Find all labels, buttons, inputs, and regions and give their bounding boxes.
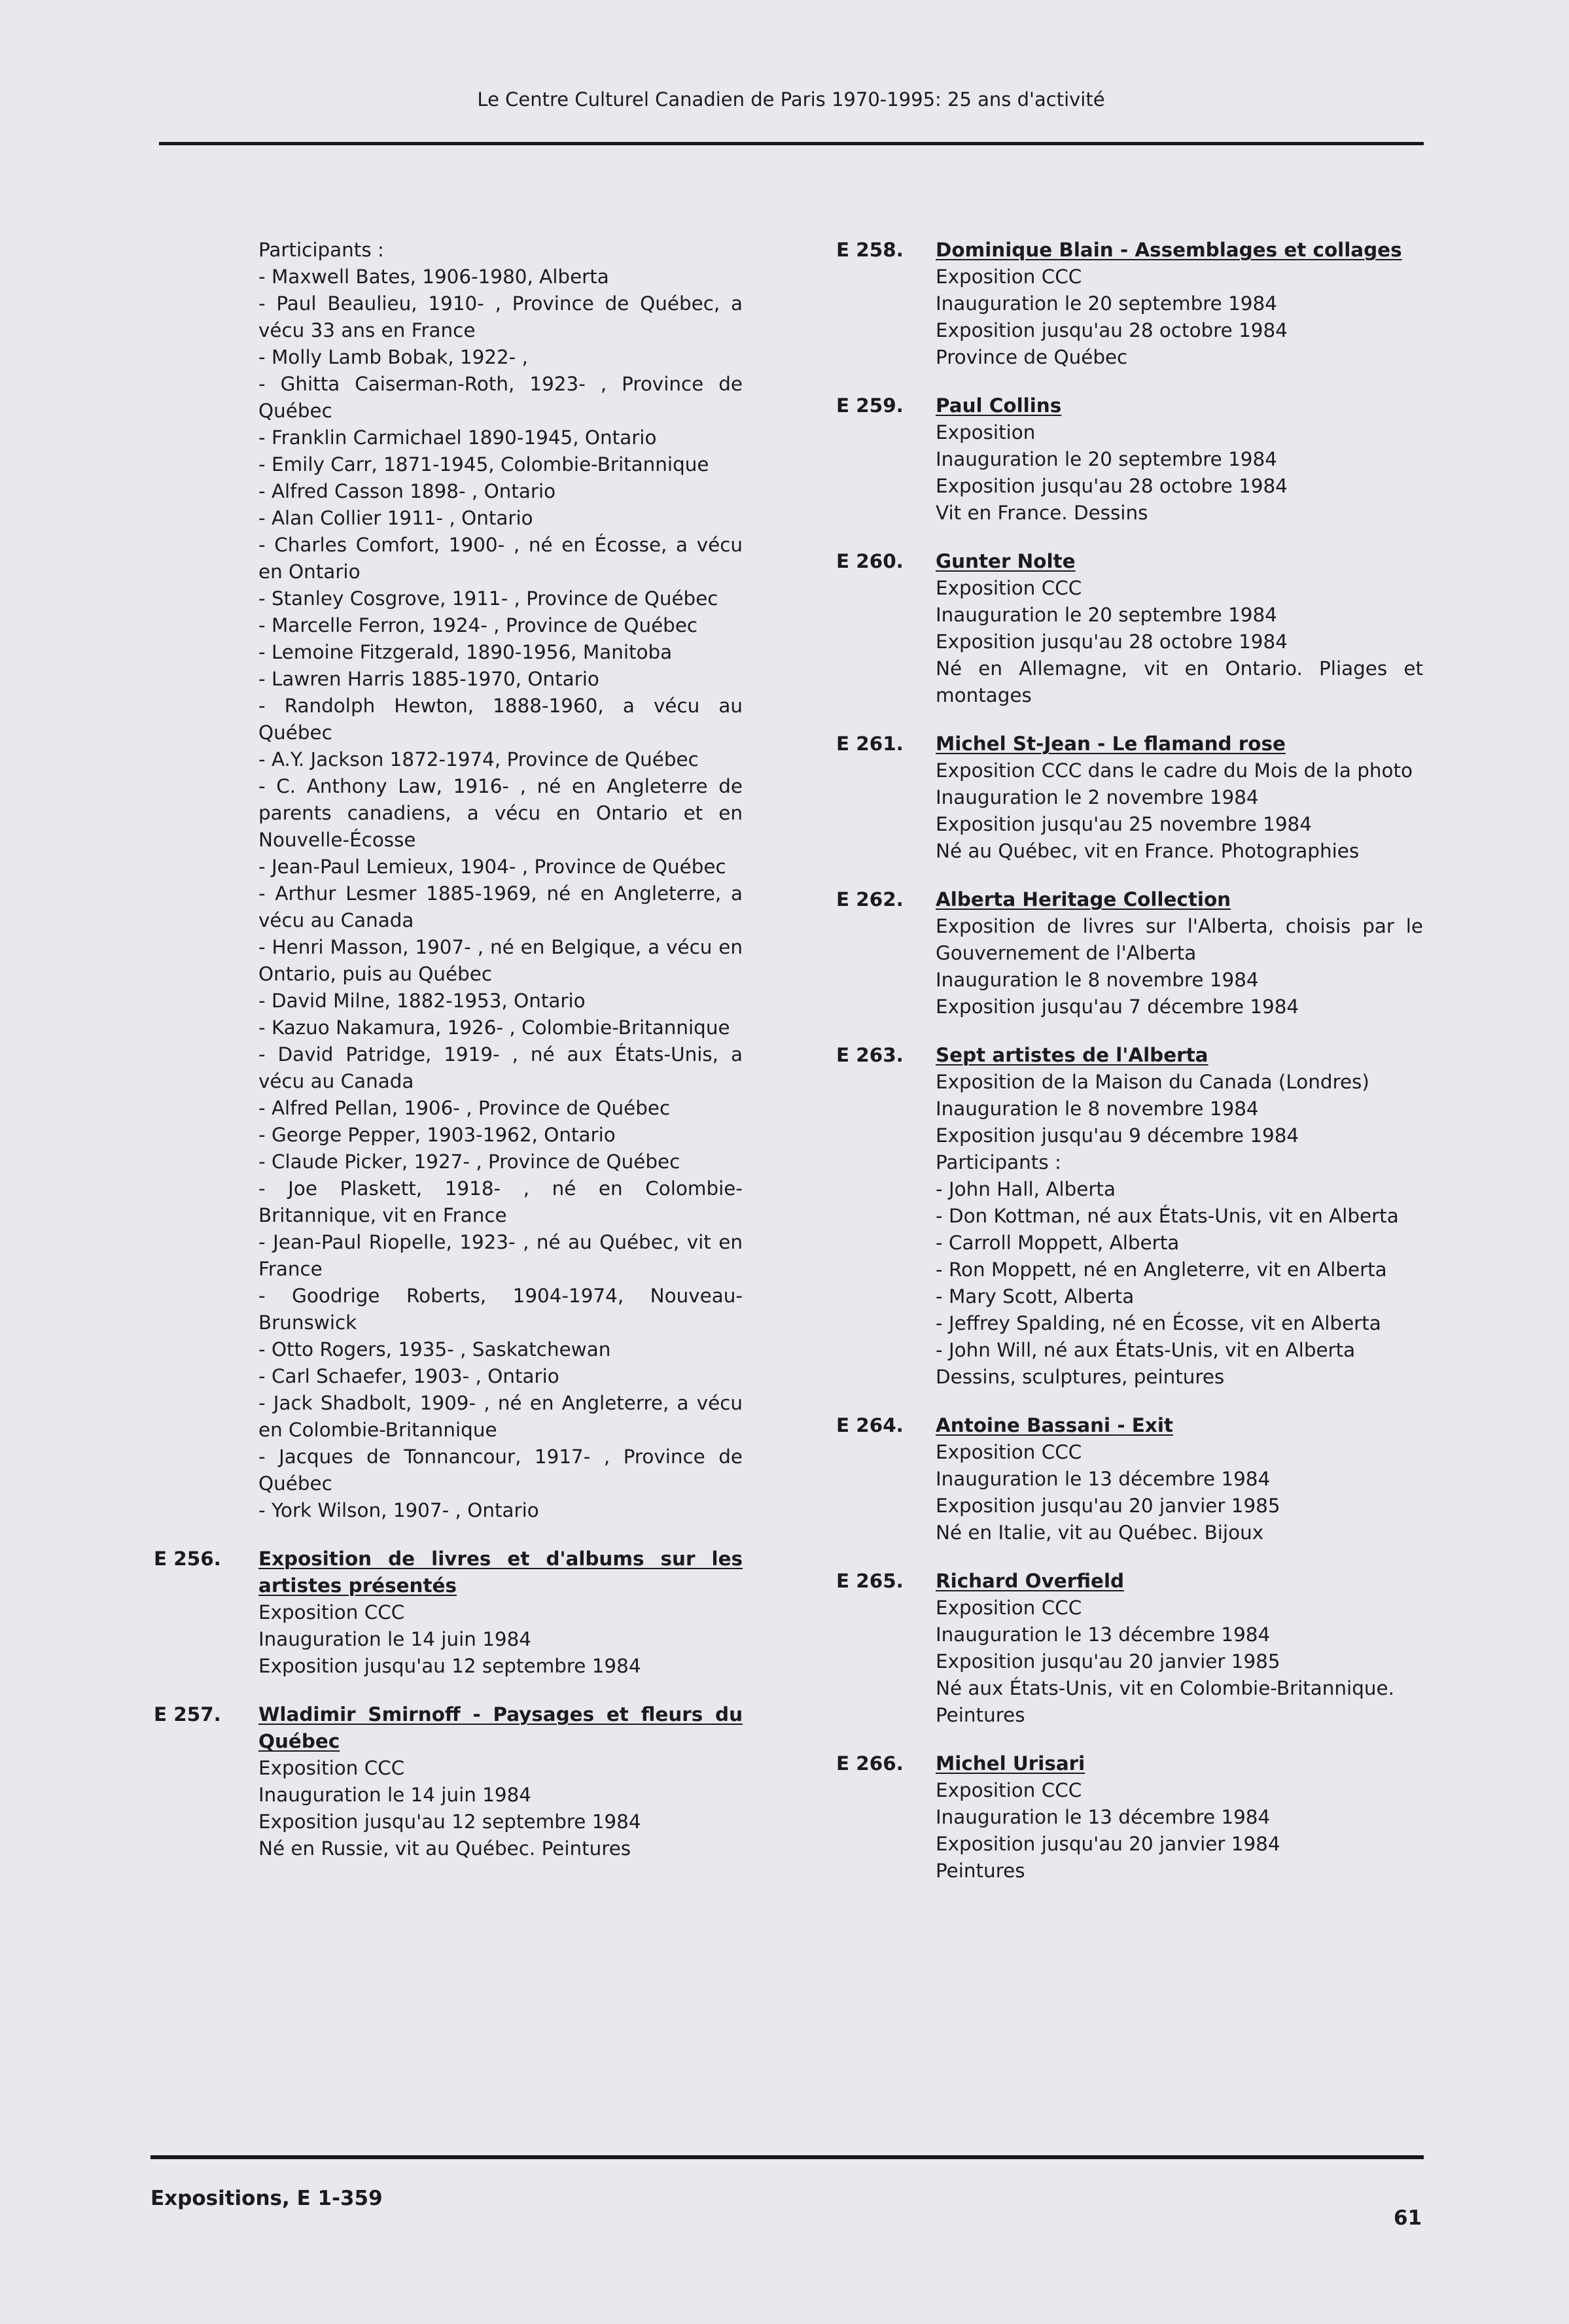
entry-title: Michel St-Jean - Le flamand rose bbox=[936, 733, 1286, 755]
entry-detail-line: Exposition de livres sur l'Alberta, choisis par le Gouvernement de l'Alberta bbox=[936, 915, 1423, 964]
participant-item: - Jean-Paul Lemieux, 1904- , Province de Québec bbox=[258, 856, 726, 878]
entry-number: E 262. bbox=[836, 888, 904, 911]
entry-detail-line: Exposition CCC bbox=[936, 1441, 1082, 1463]
participant-item: - Claude Picker, 1927- , Province de Québec bbox=[258, 1151, 680, 1173]
entry-number: E 264. bbox=[836, 1414, 904, 1436]
participant-item: - Paul Beaulieu, 1910- , Province de Québec, a vécu 33 ans en France bbox=[258, 292, 743, 341]
entry-detail-line: Inauguration le 13 décembre 1984 bbox=[936, 1806, 1271, 1828]
entry-number: E 265. bbox=[836, 1570, 904, 1592]
participant-item: - Jack Shadbolt, 1909- , né en Angleterre, a vécu en Colombie-Britannique bbox=[258, 1392, 743, 1441]
exhibition-entry bbox=[836, 1750, 1423, 1884]
participants-list bbox=[258, 264, 743, 1524]
participant-item: - Joe Plaskett, 1918- , né en Colombie-Britannique, vit en France bbox=[258, 1177, 743, 1226]
entry-detail-line: Né en Russie, vit au Québec. Peintures bbox=[258, 1837, 631, 1860]
participant-item: - York Wilson, 1907- , Ontario bbox=[258, 1499, 539, 1521]
entry-detail-line: Inauguration le 8 novembre 1984 bbox=[936, 1098, 1259, 1120]
exhibition-entry bbox=[836, 392, 1423, 527]
participant-item: - Alfred Pellan, 1906- , Province de Québec bbox=[258, 1097, 671, 1119]
entry-detail-line: - Mary Scott, Alberta bbox=[936, 1285, 1135, 1308]
entry-detail-line: Inauguration le 14 juin 1984 bbox=[258, 1784, 532, 1806]
page-header: Le Centre Culturel Canadien de Paris 1970-1995: 25 ans d'activité bbox=[477, 88, 1105, 111]
exhibition-entry bbox=[836, 548, 1423, 709]
entry-title: Exposition de livres et d'albums sur les artistes présentés bbox=[258, 1548, 743, 1597]
entry-detail-line: Né en Allemagne, vit en Ontario. Pliages et montages bbox=[936, 657, 1423, 706]
participant-item: - Marcelle Ferron, 1924- , Province de Québec bbox=[258, 614, 698, 636]
entry-detail-line: Exposition CCC bbox=[936, 266, 1082, 288]
footer-section-label: Expositions, E 1-359 bbox=[150, 2187, 383, 2210]
participant-item: - Stanley Cosgrove, 1911- , Province de Québec bbox=[258, 587, 718, 610]
entry-detail-line: Inauguration le 20 septembre 1984 bbox=[936, 292, 1277, 315]
entry-detail-line: Exposition CCC bbox=[258, 1601, 405, 1623]
participant-item: - Lawren Harris 1885-1970, Ontario bbox=[258, 668, 599, 690]
entry-detail-line: Né au Québec, vit en France. Photographies bbox=[936, 840, 1360, 862]
header-rule bbox=[159, 142, 1424, 145]
entry-detail-line: Vit en France. Dessins bbox=[936, 502, 1148, 524]
participant-item: - Alan Collier 1911- , Ontario bbox=[258, 507, 533, 529]
participant-item: - Arthur Lesmer 1885-1969, né en Angleterre, a vécu au Canada bbox=[258, 882, 743, 931]
entry-detail-line: Exposition bbox=[936, 421, 1036, 443]
participant-item: - Lemoine Fitzgerald, 1890-1956, Manitoba bbox=[258, 641, 673, 663]
exhibition-entry bbox=[836, 1412, 1423, 1546]
entry-title: Michel Urisari bbox=[936, 1752, 1085, 1775]
entry-number: E 260. bbox=[836, 550, 904, 572]
entry-detail-line: Exposition de la Maison du Canada (Londres) bbox=[936, 1071, 1369, 1093]
entry-detail-line: Peintures bbox=[936, 1860, 1025, 1882]
entry-title: Gunter Nolte bbox=[936, 550, 1076, 572]
entry-detail-line: Dessins, sculptures, peintures bbox=[936, 1366, 1225, 1388]
entry-detail-line: Exposition jusqu'au 7 décembre 1984 bbox=[936, 996, 1299, 1018]
entry-title: Wladimir Smirnoff - Paysages et fleurs du Québec bbox=[258, 1703, 743, 1752]
entry-detail-line: Inauguration le 8 novembre 1984 bbox=[936, 969, 1259, 991]
footer-rule bbox=[150, 2155, 1424, 2159]
entry-detail-line: Inauguration le 20 septembre 1984 bbox=[936, 448, 1277, 470]
entry-detail-line: Né en Italie, vit au Québec. Bijoux bbox=[936, 1521, 1264, 1544]
entry-detail-line: Exposition jusqu'au 12 septembre 1984 bbox=[258, 1655, 641, 1677]
entry-detail-line: - John Will, né aux États-Unis, vit en Alberta bbox=[936, 1339, 1356, 1361]
entry-title: Sept artistes de l'Alberta bbox=[936, 1044, 1208, 1066]
participant-item: - Ghitta Caiserman-Roth, 1923- , Province de Québec bbox=[258, 373, 743, 422]
entry-detail-line: Exposition jusqu'au 28 octobre 1984 bbox=[936, 319, 1288, 341]
participant-item: - Randolph Hewton, 1888-1960, a vécu au Québec bbox=[258, 695, 743, 744]
participant-item: - Carl Schaefer, 1903- , Ontario bbox=[258, 1365, 559, 1387]
entry-detail-line: Exposition jusqu'au 25 novembre 1984 bbox=[936, 813, 1312, 835]
exhibition-entry bbox=[154, 1701, 743, 1862]
entry-detail-line: Inauguration le 13 décembre 1984 bbox=[936, 1468, 1271, 1490]
participant-item: - Emily Carr, 1871-1945, Colombie-Britannique bbox=[258, 453, 709, 476]
participant-item: - George Pepper, 1903-1962, Ontario bbox=[258, 1124, 616, 1146]
entry-title: Antoine Bassani - Exit bbox=[936, 1414, 1173, 1436]
entry-detail-line: Peintures bbox=[936, 1704, 1025, 1726]
exhibition-entry bbox=[836, 886, 1423, 1020]
entry-title: Alberta Heritage Collection bbox=[936, 888, 1231, 911]
exhibition-entry bbox=[836, 237, 1423, 371]
entry-detail-line: Exposition jusqu'au 28 octobre 1984 bbox=[936, 475, 1288, 497]
page-number: 61 bbox=[1394, 2206, 1422, 2230]
participant-item: - Alfred Casson 1898- , Ontario bbox=[258, 480, 556, 502]
entry-detail-line: Province de Québec bbox=[936, 346, 1128, 368]
entry-detail-line: Inauguration le 20 septembre 1984 bbox=[936, 604, 1277, 626]
entry-detail-line: - John Hall, Alberta bbox=[936, 1178, 1116, 1200]
exhibition-entry bbox=[836, 1568, 1423, 1729]
participant-item: - Charles Comfort, 1900- , né en Écosse, a vécu en Ontario bbox=[258, 534, 743, 583]
entry-number: E 256. bbox=[154, 1548, 221, 1570]
entry-title: Richard Overfield bbox=[936, 1570, 1125, 1592]
entry-number: E 257. bbox=[154, 1703, 221, 1726]
participant-item: - Otto Rogers, 1935- , Saskatchewan bbox=[258, 1338, 611, 1361]
entry-detail-line: Exposition jusqu'au 9 décembre 1984 bbox=[936, 1124, 1299, 1147]
entry-detail-line: - Ron Moppett, né en Angleterre, vit en Alberta bbox=[936, 1258, 1387, 1281]
entry-detail-line: Exposition CCC bbox=[936, 1597, 1082, 1619]
participant-item: - Molly Lamb Bobak, 1922- , bbox=[258, 346, 528, 368]
entry-detail-line: Participants : bbox=[936, 1151, 1061, 1173]
participant-item: - Kazuo Nakamura, 1926- , Colombie-Britannique bbox=[258, 1016, 730, 1039]
entry-detail-line: Exposition CCC dans le cadre du Mois de la photo bbox=[936, 759, 1413, 782]
entry-detail-line: Inauguration le 14 juin 1984 bbox=[258, 1628, 532, 1650]
entry-number: E 259. bbox=[836, 394, 904, 417]
entry-title: Paul Collins bbox=[936, 394, 1062, 417]
entry-detail-line: Inauguration le 13 décembre 1984 bbox=[936, 1623, 1271, 1646]
entry-title: Dominique Blain - Assemblages et collages bbox=[936, 239, 1402, 261]
participant-item: - David Milne, 1882-1953, Ontario bbox=[258, 990, 586, 1012]
entry-detail-line: - Jeffrey Spalding, né en Écosse, vit en Alberta bbox=[936, 1312, 1381, 1334]
left-column bbox=[154, 237, 743, 1862]
entry-number: E 258. bbox=[836, 239, 904, 261]
entry-number: E 263. bbox=[836, 1044, 904, 1066]
entry-detail-line: Exposition jusqu'au 12 septembre 1984 bbox=[258, 1811, 641, 1833]
participant-item: - A.Y. Jackson 1872-1974, Province de Québec bbox=[258, 748, 699, 771]
entry-detail-line: Né aux États-Unis, vit en Colombie-Britannique. bbox=[936, 1677, 1394, 1699]
right-entries bbox=[836, 237, 1423, 1884]
participant-item: - Henri Masson, 1907- , né en Belgique, a vécu en Ontario, puis au Québec bbox=[258, 936, 743, 985]
exhibition-entry bbox=[836, 1042, 1423, 1391]
entry-number: E 261. bbox=[836, 733, 904, 755]
exhibition-entry bbox=[836, 731, 1423, 865]
participant-item: - C. Anthony Law, 1916- , né en Angleterre de parents canadiens, a vécu en Ontario et en Nouvelle-Écosse bbox=[258, 775, 743, 851]
entry-detail-line: Exposition CCC bbox=[936, 1779, 1082, 1801]
participant-item: - David Patridge, 1919- , né aux États-Unis, a vécu au Canada bbox=[258, 1043, 743, 1092]
entry-detail-line: Exposition CCC bbox=[258, 1757, 405, 1779]
right-column bbox=[836, 237, 1423, 1884]
entry-number: E 266. bbox=[836, 1752, 904, 1775]
entry-detail-line: Exposition jusqu'au 28 octobre 1984 bbox=[936, 631, 1288, 653]
exhibition-entry bbox=[154, 1546, 743, 1680]
entry-detail-line: - Carroll Moppett, Alberta bbox=[936, 1232, 1180, 1254]
entry-detail-line: Exposition jusqu'au 20 janvier 1984 bbox=[936, 1833, 1280, 1855]
participant-item: - Franklin Carmichael 1890-1945, Ontario bbox=[258, 426, 657, 449]
left-entries bbox=[154, 1546, 743, 1862]
entry-detail-line: Exposition jusqu'au 20 janvier 1985 bbox=[936, 1495, 1280, 1517]
participant-item: - Goodrige Roberts, 1904-1974, Nouveau-Brunswick bbox=[258, 1285, 743, 1334]
entry-detail-line: - Don Kottman, né aux États-Unis, vit en Alberta bbox=[936, 1205, 1399, 1227]
participant-item: - Maxwell Bates, 1906-1980, Alberta bbox=[258, 266, 609, 288]
participant-item: - Jean-Paul Riopelle, 1923- , né au Québec, vit en France bbox=[258, 1231, 743, 1280]
participants-heading: Participants : bbox=[258, 239, 384, 261]
entry-detail-line: Inauguration le 2 novembre 1984 bbox=[936, 786, 1259, 808]
entry-detail-line: Exposition CCC bbox=[936, 577, 1082, 599]
participant-item: - Jacques de Tonnancour, 1917- , Province de Québec bbox=[258, 1446, 743, 1495]
entry-detail-line: Exposition jusqu'au 20 janvier 1985 bbox=[936, 1650, 1280, 1673]
